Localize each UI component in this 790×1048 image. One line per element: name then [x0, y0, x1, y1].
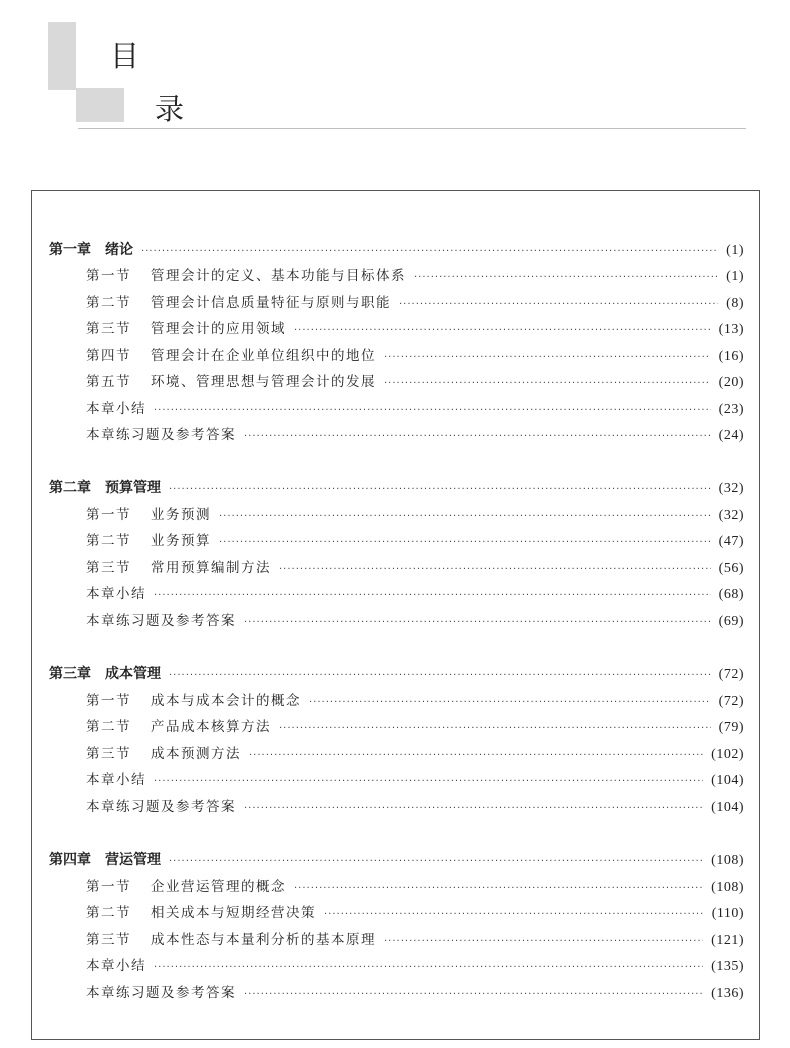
summary-title: 本章小结 — [86, 772, 146, 788]
toc-section[interactable] — [86, 556, 744, 580]
page-number: (136) — [711, 986, 744, 1001]
section-title: 成本与成本会计的概念 — [151, 693, 301, 709]
section-title: 环境、管理思想与管理会计的发展 — [151, 374, 376, 390]
leader-dots — [294, 319, 711, 343]
toc-chapter-3[interactable] — [49, 662, 744, 686]
toc-section[interactable] — [86, 715, 744, 739]
section-number: 第三节 — [86, 932, 131, 948]
leader-dots — [309, 691, 711, 715]
exercises-title: 本章练习题及参考答案 — [86, 427, 236, 443]
page-number: (20) — [718, 375, 744, 390]
section-title: 管理会计的定义、基本功能与目标体系 — [151, 268, 406, 284]
page-number: (16) — [718, 349, 744, 364]
section-number: 第三节 — [86, 560, 131, 576]
section-number: 第一节 — [86, 879, 131, 895]
section-number: 第二节 — [86, 719, 131, 735]
section-number: 第二节 — [86, 295, 131, 311]
toc-section[interactable] — [86, 529, 744, 553]
leader-dots — [169, 664, 711, 688]
leader-dots — [244, 425, 711, 449]
leader-dots — [219, 505, 711, 529]
chapter-title: 绪论 — [105, 242, 133, 258]
section-title: 业务预算 — [151, 533, 211, 549]
toc-chapter-4[interactable] — [49, 848, 744, 872]
page-number: (8) — [726, 296, 744, 311]
toc-summary[interactable] — [86, 397, 744, 421]
toc-section[interactable] — [86, 742, 744, 766]
chapter-title: 预算管理 — [105, 480, 161, 496]
leader-dots — [279, 717, 711, 741]
page-number: (104) — [711, 773, 744, 788]
toc-summary[interactable] — [86, 954, 744, 978]
chapter-title: 成本管理 — [105, 666, 161, 682]
page-number: (72) — [718, 694, 744, 709]
leader-dots — [249, 744, 703, 768]
page-number: (135) — [711, 959, 744, 974]
toc-chapter-2[interactable] — [49, 476, 744, 500]
page-number: (32) — [718, 481, 744, 496]
toc-section[interactable] — [86, 689, 744, 713]
rule-gap — [410, 126, 414, 128]
summary-title: 本章小结 — [86, 401, 146, 417]
section-title: 相关成本与短期经营决策 — [151, 905, 316, 921]
header-rule — [78, 128, 746, 129]
leader-dots — [384, 346, 711, 370]
leader-dots — [244, 983, 703, 1007]
section-title: 企业营运管理的概念 — [151, 879, 286, 895]
chapter-number: 第二章 — [49, 480, 91, 496]
rule-gap — [632, 126, 636, 128]
exercises-title: 本章练习题及参考答案 — [86, 799, 236, 815]
header-decoration-block-lower — [76, 88, 124, 122]
toc-exercises[interactable] — [86, 609, 744, 633]
page-number: (69) — [718, 614, 744, 629]
page-title-char-2: 录 — [155, 92, 185, 126]
leader-dots — [244, 611, 711, 635]
toc-exercises[interactable] — [86, 423, 744, 447]
page-number: (104) — [711, 800, 744, 815]
page-number: (110) — [711, 906, 744, 921]
leader-dots — [219, 531, 711, 555]
rule-gap — [706, 126, 710, 128]
leader-dots — [384, 930, 703, 954]
page-number: (1) — [726, 269, 744, 284]
rule-gap — [336, 126, 340, 128]
toc-section[interactable] — [86, 370, 744, 394]
page-number: (108) — [711, 853, 744, 868]
leader-dots — [324, 903, 704, 927]
leader-dots — [294, 877, 703, 901]
section-number: 第一节 — [86, 507, 131, 523]
section-title: 产品成本核算方法 — [151, 719, 271, 735]
page-number: (24) — [718, 428, 744, 443]
leader-dots — [169, 850, 703, 874]
toc-section[interactable] — [86, 875, 744, 899]
page-number: (56) — [718, 561, 744, 576]
toc-section[interactable] — [86, 291, 744, 315]
exercises-title: 本章练习题及参考答案 — [86, 985, 236, 1001]
toc-section[interactable] — [86, 264, 744, 288]
toc-section[interactable] — [86, 344, 744, 368]
section-number: 第二节 — [86, 533, 131, 549]
chapter-number: 第三章 — [49, 666, 91, 682]
section-title: 成本性态与本量利分析的基本原理 — [151, 932, 376, 948]
toc-section[interactable] — [86, 503, 744, 527]
leader-dots — [399, 293, 718, 317]
page-number: (47) — [718, 534, 744, 549]
section-title: 业务预测 — [151, 507, 211, 523]
toc-summary[interactable] — [86, 768, 744, 792]
toc-section[interactable] — [86, 928, 744, 952]
section-number: 第一节 — [86, 268, 131, 284]
section-title: 成本预测方法 — [151, 746, 241, 762]
leader-dots — [154, 956, 703, 980]
page-number: (121) — [711, 933, 744, 948]
toc-exercises[interactable] — [86, 795, 744, 819]
page-number: (13) — [718, 322, 744, 337]
leader-dots — [414, 266, 718, 290]
section-number: 第五节 — [86, 374, 131, 390]
leader-dots — [169, 478, 711, 502]
leader-dots — [384, 372, 711, 396]
page-number: (68) — [718, 587, 744, 602]
section-number: 第四节 — [86, 348, 131, 364]
section-number: 第二节 — [86, 905, 131, 921]
leader-dots — [279, 558, 711, 582]
section-title: 管理会计在企业单位组织中的地位 — [151, 348, 376, 364]
summary-title: 本章小结 — [86, 586, 146, 602]
page-number: (108) — [711, 880, 744, 895]
summary-title: 本章小结 — [86, 958, 146, 974]
section-title: 管理会计的应用领域 — [151, 321, 286, 337]
toc-section[interactable] — [86, 901, 744, 925]
page-number: (32) — [718, 508, 744, 523]
section-title: 常用预算编制方法 — [151, 560, 271, 576]
section-number: 第三节 — [86, 321, 131, 337]
leader-dots — [154, 584, 711, 608]
toc-chapter-1[interactable] — [49, 238, 744, 262]
chapter-title: 营运管理 — [105, 852, 161, 868]
chapter-number: 第四章 — [49, 852, 91, 868]
page-title-char-1: 目 — [110, 39, 140, 73]
toc-section[interactable] — [86, 317, 744, 341]
rule-gap — [116, 126, 120, 128]
toc-summary[interactable] — [86, 582, 744, 606]
section-number: 第一节 — [86, 693, 131, 709]
chapter-number: 第一章 — [49, 242, 91, 258]
toc-exercises[interactable] — [86, 981, 744, 1005]
rule-gap — [188, 126, 192, 128]
rule-gap — [558, 126, 562, 128]
header-decoration-block-upper — [48, 22, 76, 90]
section-number: 第三节 — [86, 746, 131, 762]
page-number: (72) — [718, 667, 744, 682]
leader-dots — [244, 797, 703, 821]
page-number: (102) — [711, 747, 744, 762]
leader-dots — [154, 770, 703, 794]
page-number: (79) — [718, 720, 744, 735]
rule-gap — [484, 126, 488, 128]
leader-dots — [141, 240, 718, 264]
page-number: (23) — [718, 402, 744, 417]
page-number: (1) — [726, 243, 744, 258]
rule-gap — [262, 126, 266, 128]
toc-frame — [31, 190, 760, 1040]
leader-dots — [154, 399, 711, 423]
exercises-title: 本章练习题及参考答案 — [86, 613, 236, 629]
section-title: 管理会计信息质量特征与原则与职能 — [151, 295, 391, 311]
